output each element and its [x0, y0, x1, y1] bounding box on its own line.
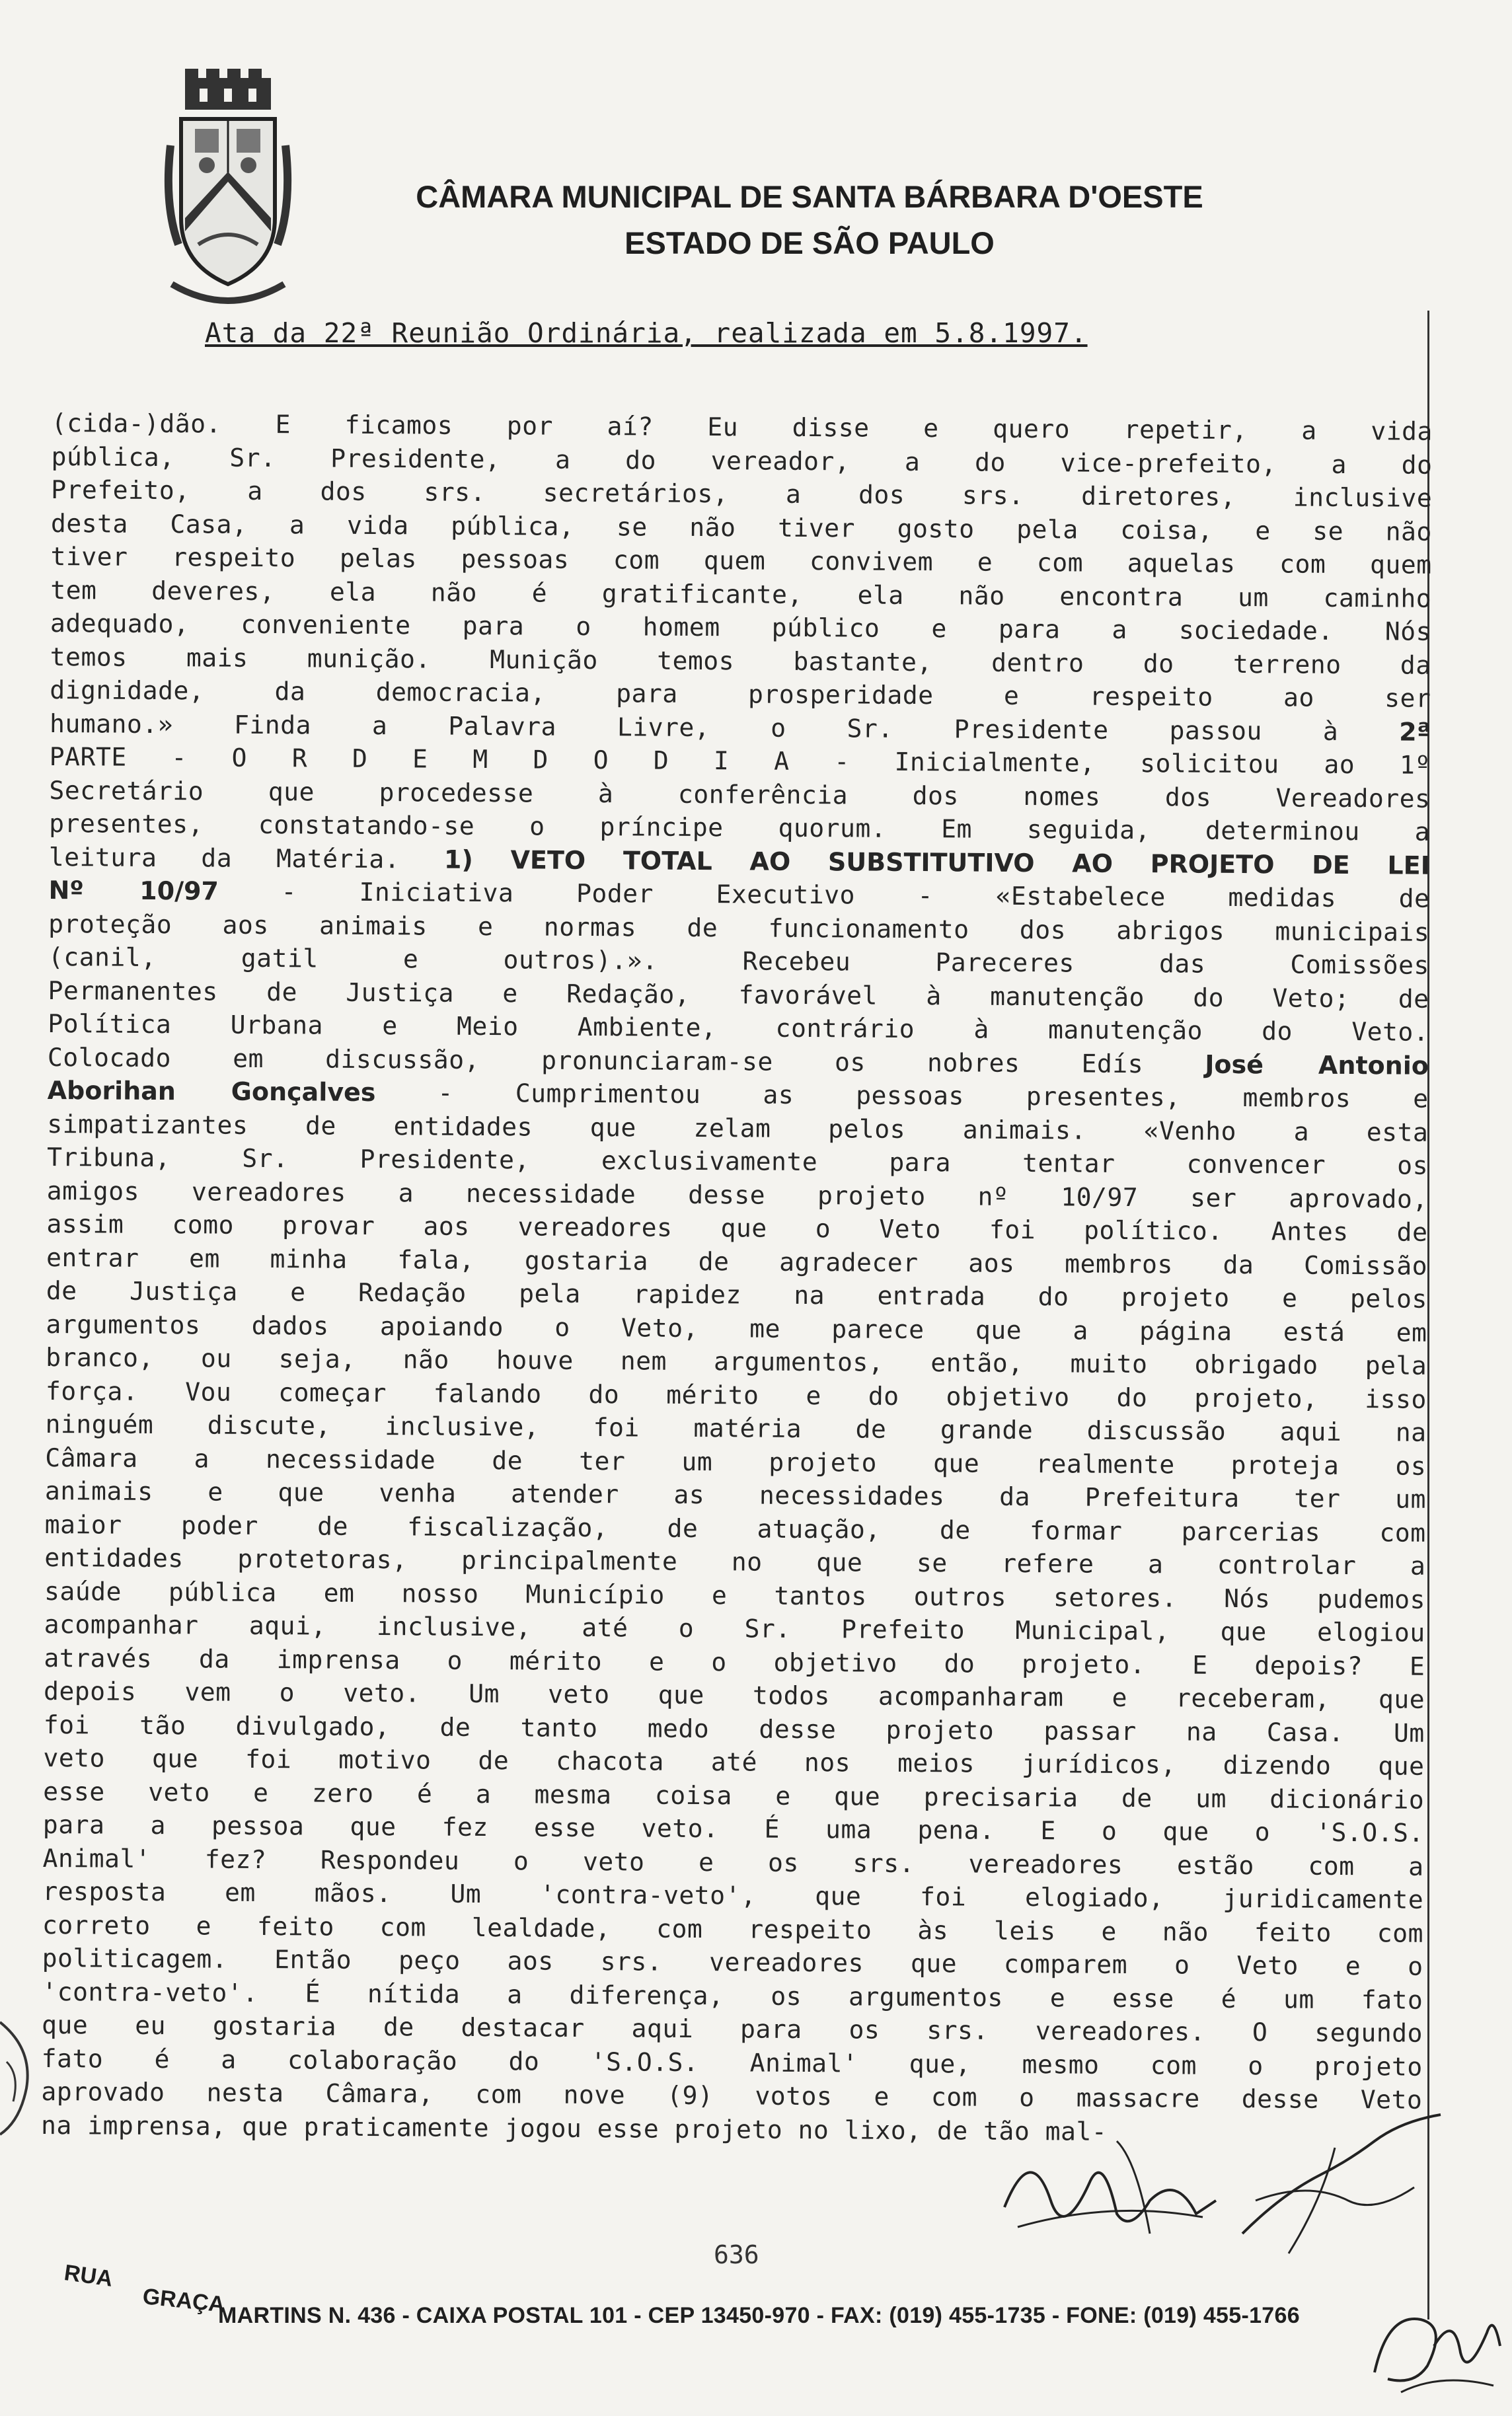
handwritten-signatures-icon — [978, 2101, 1467, 2273]
footer-address — [62, 2260, 1441, 2346]
text-line: Câmara a necessidade de ter um projeto que realmente proteja os — [45, 1443, 1427, 1481]
text-line: na imprensa, que praticamente jogou esse projeto no lixo, de tão mal- — [40, 2110, 1108, 2146]
text-line: Prefeito, a dos srs. secretários, a dos srs. diretores, inclusive — [51, 474, 1433, 513]
text-segment: Colocado em discussão, pronunciaram-se os nobres Edís — [47, 1042, 1205, 1079]
text-segment: leitura da Matéria. — [48, 842, 445, 874]
text-line: através da imprensa o mérito e o objetivo do projeto. E depois? E — [44, 1643, 1425, 1681]
document-title: Ata da 22ª Reunião Ordinária, realizada em 5.8.1997. — [205, 317, 1088, 349]
text-line: correto e feito com lealdade, com respeito às leis e não feito com — [42, 1910, 1424, 1948]
text-line: argumentos dados apoiando o Veto, me parece que a página está em — [46, 1309, 1427, 1347]
footer-address-part: MARTINS N. 436 - CAIXA POSTAL 101 - CEP 13450-970 - FAX: (019) 455-1735 - FONE: (019) 455-1766 — [218, 2303, 1300, 2328]
coat-of-arms-icon — [159, 66, 297, 317]
text-line: dignidade, da democracia, para prosperidade e respeito ao ser — [50, 675, 1431, 713]
text-line: assim como provar aos vereadores que o Veto foi político. Antes de — [46, 1209, 1428, 1247]
text-line: adequado, conveniente para o homem público e para a sociedade. Nós — [50, 608, 1432, 646]
text-line: (canil, gatil e outros).». Recebeu Pareceres das Comissões — [48, 942, 1430, 980]
text-segment: - Inicialmente, solicitou ao 1º — [789, 746, 1431, 780]
text-line: amigos vereadores a necessidade desse projeto nº 10/97 ser aprovado, — [46, 1176, 1428, 1214]
text-line: tiver respeito pelas pessoas com quem convivem e com aquelas com quem — [50, 541, 1432, 580]
text-line: de Justiça e Redação pela rapidez na entrada do projeto e pelos — [46, 1275, 1427, 1314]
text-line: acompanhar aqui, inclusive, até o Sr. Prefeito Municipal, que elogiou — [44, 1609, 1425, 1647]
agenda-item-heading: 1) VETO TOTAL AO SUBSTITUTIVO AO PROJETO DE LEI — [443, 845, 1430, 880]
text-line: maior poder de fiscalização, de atuação, de formar parcerias com — [44, 1509, 1426, 1548]
footer-address-part: GRAÇA — [141, 2284, 226, 2318]
text-line: (cida-)dão. E ficamos por aí? Eu disse e quero repetir, a vida — [51, 408, 1433, 446]
section-marker: 2ª — [1399, 716, 1431, 747]
text-line: presentes, constatando-se o príncipe quorum. Em seguida, determinou a — [49, 808, 1431, 847]
text-segment: - Iniciativa Poder Executivo - «Estabelece medidas de — [218, 876, 1430, 913]
text-line: esse veto e zero é a mesma coisa e que precisaria de um dicionário — [43, 1776, 1425, 1815]
text-line: politicagem. Então peço aos srs. vereadores que comparem o Veto e o — [42, 1943, 1423, 1981]
institution-name: CÂMARA MUNICIPAL DE SANTA BÁRBARA D'OESTE — [416, 179, 1203, 214]
text-line: Permanentes de Justiça e Redação, favorável à manutenção do Veto; de — [48, 975, 1429, 1014]
text-line: saúde pública em nosso Município e tantos outros setores. Nós pudemos — [44, 1576, 1426, 1614]
margin-initial-icon — [0, 2009, 40, 2141]
text-line: depois vem o veto. Um veto que todos acompanharam e receberam, que — [43, 1676, 1425, 1714]
text-segment: - Cumprimentou as pessoas presentes, membros e — [375, 1078, 1429, 1114]
speaker-name: José Antonio — [1205, 1049, 1429, 1080]
institution-state: ESTADO DE SÃO PAULO — [624, 225, 995, 260]
text-line: resposta em mãos. Um 'contra-veto', que foi elogiado, juridicamente — [42, 1876, 1424, 1914]
text-line: Tribuna, Sr. Presidente, exclusivamente para tentar convencer os — [46, 1142, 1429, 1180]
speaker-name: Aborihan Gonçalves — [47, 1075, 376, 1108]
text-line: fato é a colaboração do 'S.O.S. Animal' que, mesmo com o projeto — [41, 2043, 1423, 2082]
text-line: ninguém discute, inclusive, foi matéria de grande discussão aqui na — [45, 1409, 1427, 1447]
page-number: 636 — [714, 2240, 759, 2269]
text-line: proteção aos animais e normas de funcionamento dos abrigos municipais — [48, 909, 1430, 947]
bill-number: Nº 10/97 — [48, 875, 219, 906]
text-line: para a pessoa que fez esse veto. É uma pena. E o que o 'S.O.S. — [42, 1809, 1424, 1848]
text-line: aprovado nesta Câmara, com nove (9) votos e com o massacre desse Veto — [41, 2076, 1423, 2115]
text-line: entrar em minha fala, gostaria de agradecer aos membros da Comissão — [46, 1242, 1428, 1281]
text-line: Secretário que procedesse à conferência dos nomes dos Vereadores — [49, 775, 1431, 813]
text-line: força. Vou começar falando do mérito e do objetivo do projeto, isso — [45, 1376, 1427, 1414]
text-line: temos mais munição. Munição temos bastante, dentro do terreno da — [50, 642, 1431, 680]
text-line: veto que foi motivo de chacota até nos meios jurídicos, dizendo que — [43, 1743, 1425, 1781]
text-line: entidades protetoras, principalmente no que se refere a controlar a — [44, 1542, 1426, 1581]
text-line: pública, Sr. Presidente, a do vereador, a do vice-prefeito, a do — [51, 441, 1433, 480]
text-segment: humano.» Finda a Palavra Livre, o Sr. Presidente passou à — [49, 708, 1400, 746]
text-line: branco, ou seja, não houve nem argumentos, então, muito obrigado pela — [46, 1342, 1427, 1380]
text-line: Política Urbana e Meio Ambiente, contrário à manutenção do Veto. — [48, 1008, 1429, 1047]
minutes-text — [41, 406, 1433, 2173]
text-line: foi tão divulgado, de tanto medo desse projeto passar na Casa. Um — [43, 1710, 1425, 1748]
text-line: simpatizantes de entidades que zelam pelos animais. «Venho a esta — [47, 1109, 1429, 1147]
text-line: Animal' fez? Respondeu o veto e os srs. vereadores estão com a — [42, 1843, 1424, 1881]
text-line: que eu gostaria de destacar aqui para os srs. vereadores. O segundo — [41, 2010, 1423, 2048]
section-heading: PARTE - O R D E M D O D I A — [49, 741, 790, 776]
text-line: tem deveres, ela não é gratificante, ela não encontra um caminho — [50, 575, 1432, 613]
text-line: animais e que venha atender as necessidades da Prefeitura ter um — [44, 1476, 1427, 1514]
text-line: desta Casa, a vida pública, se não tiver gosto pela coisa, e se não — [50, 508, 1433, 547]
footer-address-part: RUA — [62, 2260, 114, 2292]
text-line: 'contra-veto'. É nítida a diferença, os argumentos e esse é um fato — [42, 1977, 1423, 2015]
